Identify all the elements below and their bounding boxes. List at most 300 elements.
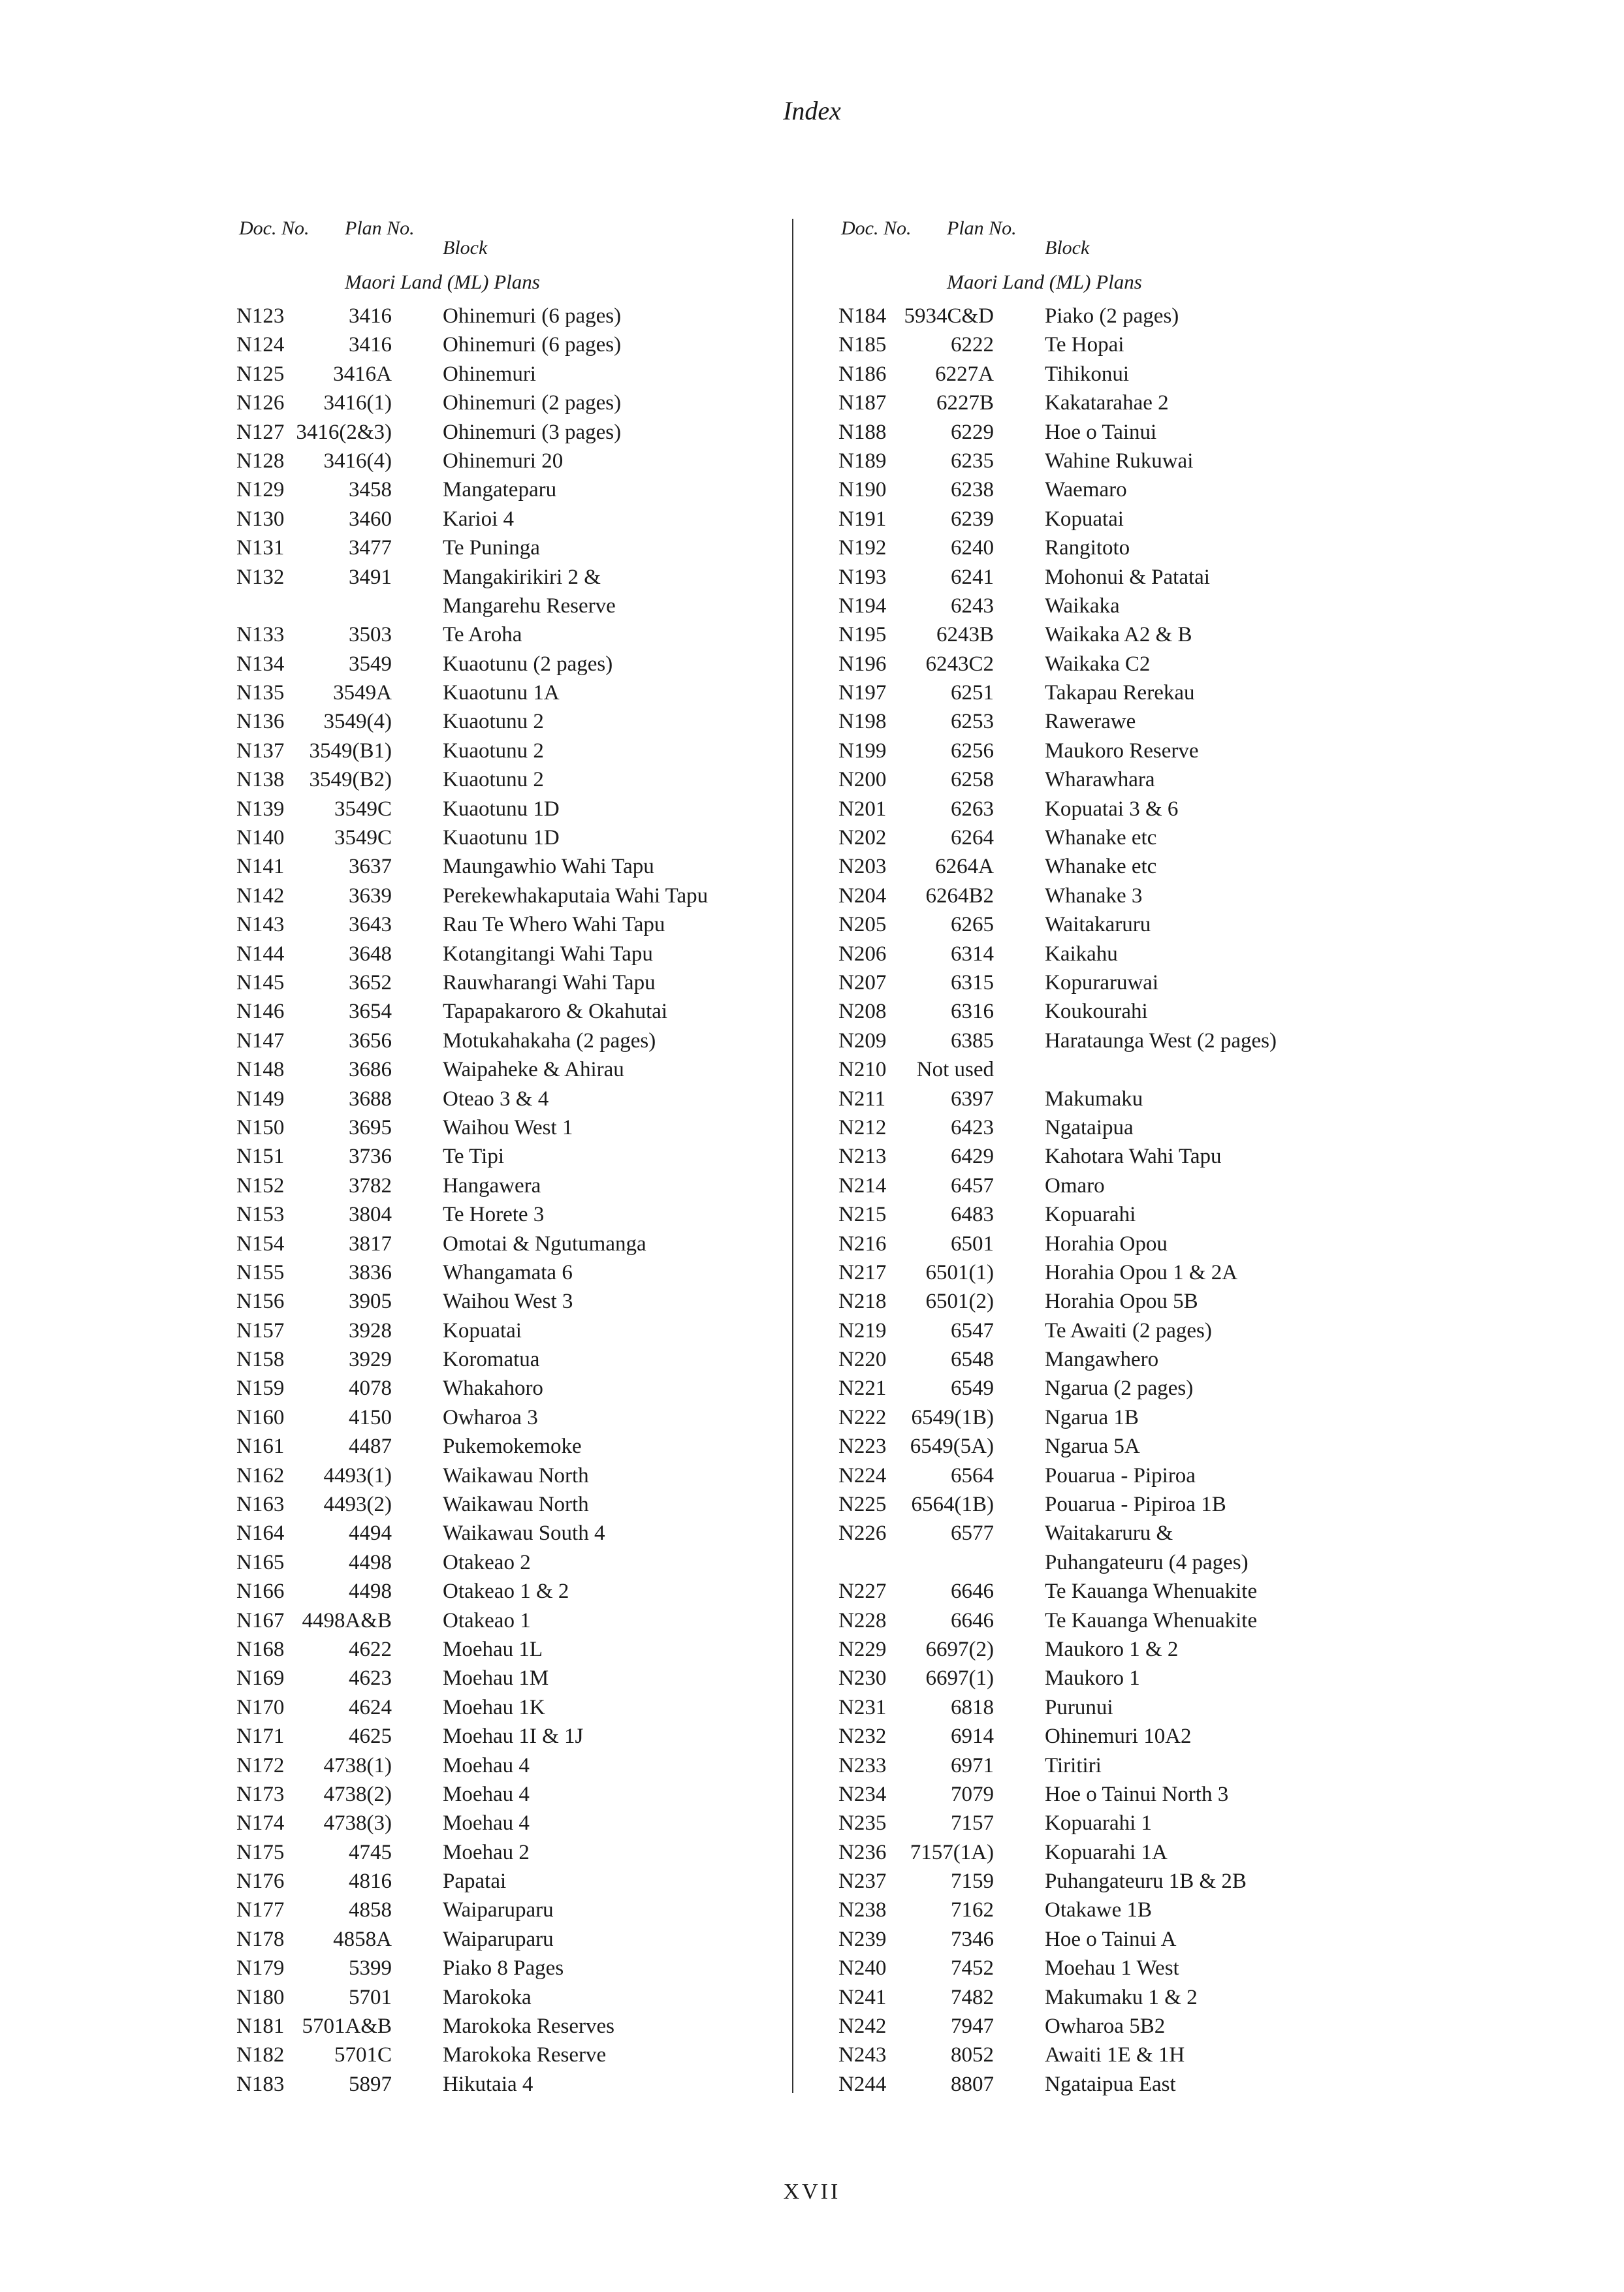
doc-number: N206: [838, 942, 887, 966]
block-name: Te Hopai: [1045, 333, 1124, 357]
doc-number: N155: [236, 1260, 285, 1284]
block-name: Moehau 4: [443, 1782, 530, 1806]
doc-number: N205: [838, 913, 887, 937]
index-row: [838, 765, 1374, 794]
index-row: [838, 1055, 1374, 1084]
index-row: [838, 1548, 1374, 1577]
doc-number: N224: [838, 1463, 887, 1488]
index-row: [236, 533, 759, 562]
index-row: [838, 330, 1374, 359]
block-name: Whanake 3: [1045, 883, 1143, 908]
index-row: [236, 1027, 759, 1055]
block-name: Waikawau North: [443, 1463, 589, 1488]
doc-number: N126: [236, 391, 285, 415]
section-title: Maori Land (ML) Plans: [947, 270, 1142, 293]
plan-number: 3549(B2): [309, 768, 392, 792]
doc-number: N145: [236, 970, 285, 995]
block-name: Kopuatai 3 & 6: [1045, 797, 1179, 821]
index-row: [838, 1142, 1374, 1171]
index-row: [236, 1606, 759, 1635]
plan-number: 3656: [349, 1028, 392, 1053]
plan-number: 7079: [951, 1782, 994, 1806]
index-row: [838, 940, 1374, 968]
right-column: [838, 215, 1374, 2099]
block-name: Kuaotunu 2: [443, 768, 544, 792]
doc-number: N162: [236, 1463, 285, 1488]
doc-number: N202: [838, 826, 887, 850]
plan-number: 4498A&B: [302, 1608, 392, 1632]
index-row: [236, 1577, 759, 1606]
doc-number: N192: [838, 536, 887, 560]
index-row: [838, 1027, 1374, 1055]
plan-number: 7482: [951, 1985, 994, 2009]
index-row: [236, 620, 759, 649]
plan-number: 6243B: [936, 623, 994, 647]
block-name: Tihikonui: [1045, 362, 1130, 386]
plan-number: 7157: [951, 1811, 994, 1836]
doc-number: N238: [838, 1898, 887, 1922]
plan-number: 3688: [349, 1087, 392, 1111]
doc-number: N142: [236, 883, 285, 908]
index-row: [236, 1113, 759, 1142]
block-name: Waikawau North: [443, 1493, 589, 1517]
index-row: [838, 823, 1374, 852]
block-name: Ohinemuri (6 pages): [443, 304, 622, 328]
plan-number: 6564: [951, 1463, 994, 1488]
plan-number: 3416(4): [323, 449, 392, 473]
plan-number: 6549(1B): [911, 1405, 994, 1429]
index-row: [838, 1780, 1374, 1809]
plan-number: 3416: [349, 304, 392, 328]
doc-number: N232: [838, 1725, 887, 1749]
plan-number: 4738(1): [323, 1753, 392, 1777]
plan-number: 6646: [951, 1608, 994, 1632]
doc-number: N129: [236, 478, 285, 502]
block-name: Ngataipua: [1045, 1115, 1134, 1139]
doc-number: N239: [838, 1927, 887, 1951]
doc-number: N201: [838, 797, 887, 821]
doc-number: N244: [838, 2072, 887, 2096]
index-row: [838, 1722, 1374, 1751]
block-name: Oteao 3 & 4: [443, 1087, 549, 1111]
index-row: [236, 678, 759, 707]
doc-number: N203: [838, 855, 887, 879]
plan-number: 3549A: [333, 681, 392, 705]
block-name: Waikaka A2 & B: [1045, 623, 1192, 647]
doc-number: N164: [236, 1521, 285, 1546]
index-row: [838, 1200, 1374, 1229]
plan-number: 6238: [951, 478, 994, 502]
plan-no-header: Plan No.: [345, 217, 415, 239]
plan-number: 4623: [349, 1666, 392, 1691]
plan-number: 6264B2: [925, 883, 994, 908]
index-row: [236, 1896, 759, 1924]
plan-number: 8052: [951, 2043, 994, 2067]
doc-number: N157: [236, 1318, 285, 1343]
block-name: Waemaro: [1045, 478, 1127, 502]
doc-number: N225: [838, 1493, 887, 1517]
plan-number: 3491: [349, 565, 392, 589]
doc-number: N179: [236, 1956, 285, 1981]
doc-number: N234: [838, 1782, 887, 1806]
plan-number: 6397: [951, 1087, 994, 1111]
plan-number: 3416: [349, 333, 392, 357]
index-row: [838, 707, 1374, 736]
doc-number: N237: [838, 1870, 887, 1894]
doc-number: N188: [838, 420, 887, 444]
column-headers: [838, 215, 1374, 269]
doc-number: N174: [236, 1811, 285, 1836]
left-column: [236, 215, 759, 2099]
plan-number: 5934C&D: [904, 304, 994, 328]
block-name: Waitakaruru: [1045, 913, 1151, 937]
plan-number: 6697(1): [925, 1666, 994, 1691]
doc-number: N137: [236, 739, 285, 763]
index-row: [838, 882, 1374, 910]
plan-number: 3637: [349, 855, 392, 879]
index-row: [838, 1664, 1374, 1693]
block-name: Hoe o Tainui North 3: [1045, 1782, 1229, 1806]
doc-number: N215: [838, 1203, 887, 1227]
index-row: [236, 2070, 759, 2099]
doc-number: N189: [838, 449, 887, 473]
plan-number: 6314: [951, 942, 994, 966]
doc-number: N163: [236, 1493, 285, 1517]
plan-number: 4738(3): [323, 1811, 392, 1836]
block-name: Mangawhero: [1045, 1348, 1159, 1372]
doc-number: N156: [236, 1290, 285, 1314]
plan-number: 4624: [349, 1695, 392, 1719]
doc-number: N152: [236, 1173, 285, 1198]
index-row: [838, 968, 1374, 997]
block-name: Te Horete 3: [443, 1203, 545, 1227]
index-row: [838, 1403, 1374, 1432]
doc-number: N193: [838, 565, 887, 589]
index-row: [236, 1374, 759, 1403]
index-row: [838, 447, 1374, 475]
block-name: Waitakaruru &: [1045, 1521, 1173, 1546]
doc-number: N146: [236, 1000, 285, 1024]
doc-number: N227: [838, 1580, 887, 1604]
doc-number: N241: [838, 1985, 887, 2009]
block-name: Purunui: [1045, 1695, 1113, 1719]
block-name: Ohinemuri (6 pages): [443, 333, 622, 357]
block-name: Awaiti 1E & 1H: [1045, 2043, 1185, 2067]
doc-number: N187: [838, 391, 887, 415]
plan-number: 3804: [349, 1203, 392, 1227]
plan-number: 3929: [349, 1348, 392, 1372]
plan-number: 6549: [951, 1377, 994, 1401]
plan-number: 3639: [349, 883, 392, 908]
block-name: Te Tipi: [443, 1145, 504, 1169]
doc-number: N186: [838, 362, 887, 386]
block-name: Kopuarahi 1A: [1045, 1840, 1168, 1864]
block-name: Pouarua - Pipiroa 1B: [1045, 1493, 1226, 1517]
block-name: Mangateparu: [443, 478, 557, 502]
index-row: [838, 1954, 1374, 1982]
doc-number: N135: [236, 681, 285, 705]
plan-number: 6697(2): [925, 1637, 994, 1661]
block-name: Marokoka: [443, 1985, 532, 2009]
index-row: [838, 1751, 1374, 1780]
block-name: Ngarua 5A: [1045, 1435, 1140, 1459]
index-row: [236, 1055, 759, 1084]
block-name: Kahotara Wahi Tapu: [1045, 1145, 1222, 1169]
block-name: Wahine Rukuwai: [1045, 449, 1194, 473]
plan-number: 7452: [951, 1956, 994, 1981]
page-title: Index: [783, 96, 841, 125]
index-row: [838, 1432, 1374, 1461]
doc-no-header: Doc. No.: [239, 217, 310, 239]
plan-number: 4625: [349, 1725, 392, 1749]
index-row: [838, 1230, 1374, 1258]
plan-number: 6222: [951, 333, 994, 357]
doc-number: N181: [236, 2014, 285, 2039]
index-row: [236, 940, 759, 968]
index-row: [236, 447, 759, 475]
block-name: Moehau 1 West: [1045, 1956, 1179, 1981]
index-row: [838, 475, 1374, 504]
doc-number: N138: [236, 768, 285, 792]
index-row: [838, 563, 1374, 592]
block-name: Harataunga West (2 pages): [1045, 1028, 1277, 1053]
block-name: Hoe o Tainui: [1045, 420, 1157, 444]
index-row: [236, 330, 759, 359]
doc-number: N209: [838, 1028, 887, 1053]
plan-number: 6501: [951, 1232, 994, 1256]
plan-number: 3477: [349, 536, 392, 560]
plan-number: 6315: [951, 970, 994, 995]
index-row: [236, 997, 759, 1026]
doc-number: N229: [838, 1637, 887, 1661]
block-name: Waiparuparu: [443, 1927, 554, 1951]
block-name: Horahia Opou: [1045, 1232, 1168, 1256]
index-row: [838, 1925, 1374, 1954]
plan-no-header: Plan No.: [947, 217, 1017, 239]
doc-number: N199: [838, 739, 887, 763]
plan-number: 3503: [349, 623, 392, 647]
doc-number: N195: [838, 623, 887, 647]
doc-number: N197: [838, 681, 887, 705]
plan-number: Not used: [916, 1058, 994, 1082]
index-row: [236, 1751, 759, 1780]
plan-number: 6971: [951, 1753, 994, 1777]
index-row: [838, 1693, 1374, 1722]
doc-number: N180: [236, 1985, 285, 2009]
block-name: Waihou West 3: [443, 1290, 573, 1314]
block-name: Puhangateuru (4 pages): [1045, 1550, 1249, 1574]
plan-number: 7159: [951, 1870, 994, 1894]
doc-number: N124: [236, 333, 285, 357]
section-title: Maori Land (ML) Plans: [345, 270, 540, 293]
index-row: [236, 1461, 759, 1490]
plan-number: 6914: [951, 1725, 994, 1749]
block-name: Moehau 4: [443, 1811, 530, 1836]
index-row: [236, 1838, 759, 1867]
block-name: Mohonui & Patatai: [1045, 565, 1210, 589]
doc-number: N207: [838, 970, 887, 995]
block-name: Koromatua: [443, 1348, 540, 1372]
plan-number: 4745: [349, 1840, 392, 1864]
doc-number: N139: [236, 797, 285, 821]
block-name: Mangarehu Reserve: [443, 594, 616, 618]
plan-number: 6243C2: [925, 652, 994, 676]
block-name: Piako 8 Pages: [443, 1956, 564, 1981]
plan-number: 4493(1): [323, 1463, 392, 1488]
doc-number: N196: [838, 652, 887, 676]
doc-number: N178: [236, 1927, 285, 1951]
plan-number: 6457: [951, 1173, 994, 1198]
index-row: [236, 1490, 759, 1519]
doc-number: N220: [838, 1348, 887, 1372]
block-name: Kopuarahi 1: [1045, 1811, 1153, 1836]
doc-number: N128: [236, 449, 285, 473]
doc-number: N172: [236, 1753, 285, 1777]
index-row: [236, 823, 759, 852]
index-row: [236, 968, 759, 997]
doc-number: N171: [236, 1725, 285, 1749]
index-row: [236, 1085, 759, 1113]
plan-number: 6243: [951, 594, 994, 618]
index-list: [838, 302, 1374, 2099]
index-row: [236, 795, 759, 823]
block-name: Pouarua - Pipiroa: [1045, 1463, 1196, 1488]
block-name: Rangitoto: [1045, 536, 1130, 560]
block-name: Kuaotunu 1D: [443, 797, 560, 821]
plan-number: 7157(1A): [910, 1840, 994, 1864]
doc-number: N151: [236, 1145, 285, 1169]
doc-number: N218: [838, 1290, 887, 1314]
doc-number: N131: [236, 536, 285, 560]
index-row: [838, 505, 1374, 533]
doc-number: N204: [838, 883, 887, 908]
doc-number: N184: [838, 304, 887, 328]
doc-number: N191: [838, 507, 887, 531]
block-name: Kuaotunu 1A: [443, 681, 560, 705]
index-row: [236, 1171, 759, 1200]
doc-number: N228: [838, 1608, 887, 1632]
block-name: Otakeao 1: [443, 1608, 531, 1632]
plan-number: 4494: [349, 1521, 392, 1546]
index-row: [838, 360, 1374, 389]
plan-number: 3643: [349, 913, 392, 937]
doc-number: N233: [838, 1753, 887, 1777]
index-row: [838, 1461, 1374, 1490]
index-row: [838, 737, 1374, 765]
index-row: [236, 707, 759, 736]
plan-number: 3654: [349, 1000, 392, 1024]
block-name: Maukoro Reserve: [1045, 739, 1199, 763]
block-name: Papatai: [443, 1870, 507, 1894]
plan-number: 6501(1): [925, 1260, 994, 1284]
column-headers: [236, 215, 759, 269]
block-name: Koukourahi: [1045, 1000, 1148, 1024]
doc-number: N167: [236, 1608, 285, 1632]
block-name: Kakatarahae 2: [1045, 391, 1169, 415]
block-name: Omotai & Ngutumanga: [443, 1232, 646, 1256]
block-name: Tapapakaroro & Okahutai: [443, 1000, 668, 1024]
plan-number: 6818: [951, 1695, 994, 1719]
doc-number: N127: [236, 420, 285, 444]
block-name: Kopuarahi: [1045, 1203, 1136, 1227]
block-name: Ohinemuri 20: [443, 449, 564, 473]
plan-number: 6548: [951, 1348, 994, 1372]
block-name: Moehau 2: [443, 1840, 530, 1864]
block-name: Kotangitangi Wahi Tapu: [443, 942, 653, 966]
block-name: Whangamata 6: [443, 1260, 573, 1284]
block-name: Hoe o Tainui A: [1045, 1927, 1177, 1951]
plan-number: 6423: [951, 1115, 994, 1139]
doc-number: N208: [838, 1000, 887, 1024]
doc-number: N149: [236, 1087, 285, 1111]
doc-number: N212: [838, 1115, 887, 1139]
plan-number: 3416(2&3): [296, 420, 392, 444]
index-row: [838, 678, 1374, 707]
index-row: [236, 650, 759, 678]
doc-number: N165: [236, 1550, 285, 1574]
plan-number: 3782: [349, 1173, 392, 1198]
index-row: [838, 910, 1374, 939]
plan-number: 3648: [349, 942, 392, 966]
plan-number: 7162: [951, 1898, 994, 1922]
plan-number: 4493(2): [323, 1493, 392, 1517]
block-name: Rauwharangi Wahi Tapu: [443, 970, 656, 995]
block-header: Block: [443, 237, 488, 259]
index-row: [236, 910, 759, 939]
index-row: [838, 2070, 1374, 2099]
block-name: Ohinemuri: [443, 362, 536, 386]
block-name: Moehau 4: [443, 1753, 530, 1777]
index-row: [838, 1635, 1374, 1664]
plan-number: 3905: [349, 1290, 392, 1314]
index-row: [838, 1809, 1374, 1838]
doc-number: N130: [236, 507, 285, 531]
doc-number: N182: [236, 2043, 285, 2067]
doc-number: N143: [236, 913, 285, 937]
plan-number: 4078: [349, 1377, 392, 1401]
doc-number: N144: [236, 942, 285, 966]
plan-number: 6263: [951, 797, 994, 821]
block-name: Moehau 1M: [443, 1666, 549, 1691]
doc-number: N214: [838, 1173, 887, 1198]
column-divider: [792, 219, 793, 2093]
index-row: [236, 1925, 759, 1954]
plan-number: 3460: [349, 507, 392, 531]
doc-number: N134: [236, 652, 285, 676]
plan-number: 4738(2): [323, 1782, 392, 1806]
block-name: Horahia Opou 5B: [1045, 1290, 1198, 1314]
index-row: [838, 1983, 1374, 2012]
plan-number: 6256: [951, 739, 994, 763]
index-row: [838, 592, 1374, 620]
index-row: [236, 1983, 759, 2012]
plan-number: 3458: [349, 478, 392, 502]
block-name: Moehau 1I & 1J: [443, 1725, 584, 1749]
doc-number: N140: [236, 826, 285, 850]
index-row: [236, 1142, 759, 1171]
index-row: [838, 1113, 1374, 1142]
index-row: [236, 737, 759, 765]
block-header: Block: [1045, 237, 1090, 259]
plan-number: 6227B: [936, 391, 994, 415]
plan-number: 6240: [951, 536, 994, 560]
plan-number: 3686: [349, 1058, 392, 1082]
plan-number: 3549: [349, 652, 392, 676]
block-name: Karioi 4: [443, 507, 515, 531]
block-name: Piako (2 pages): [1045, 304, 1179, 328]
index-row: [236, 1867, 759, 1896]
doc-number: N166: [236, 1580, 285, 1604]
